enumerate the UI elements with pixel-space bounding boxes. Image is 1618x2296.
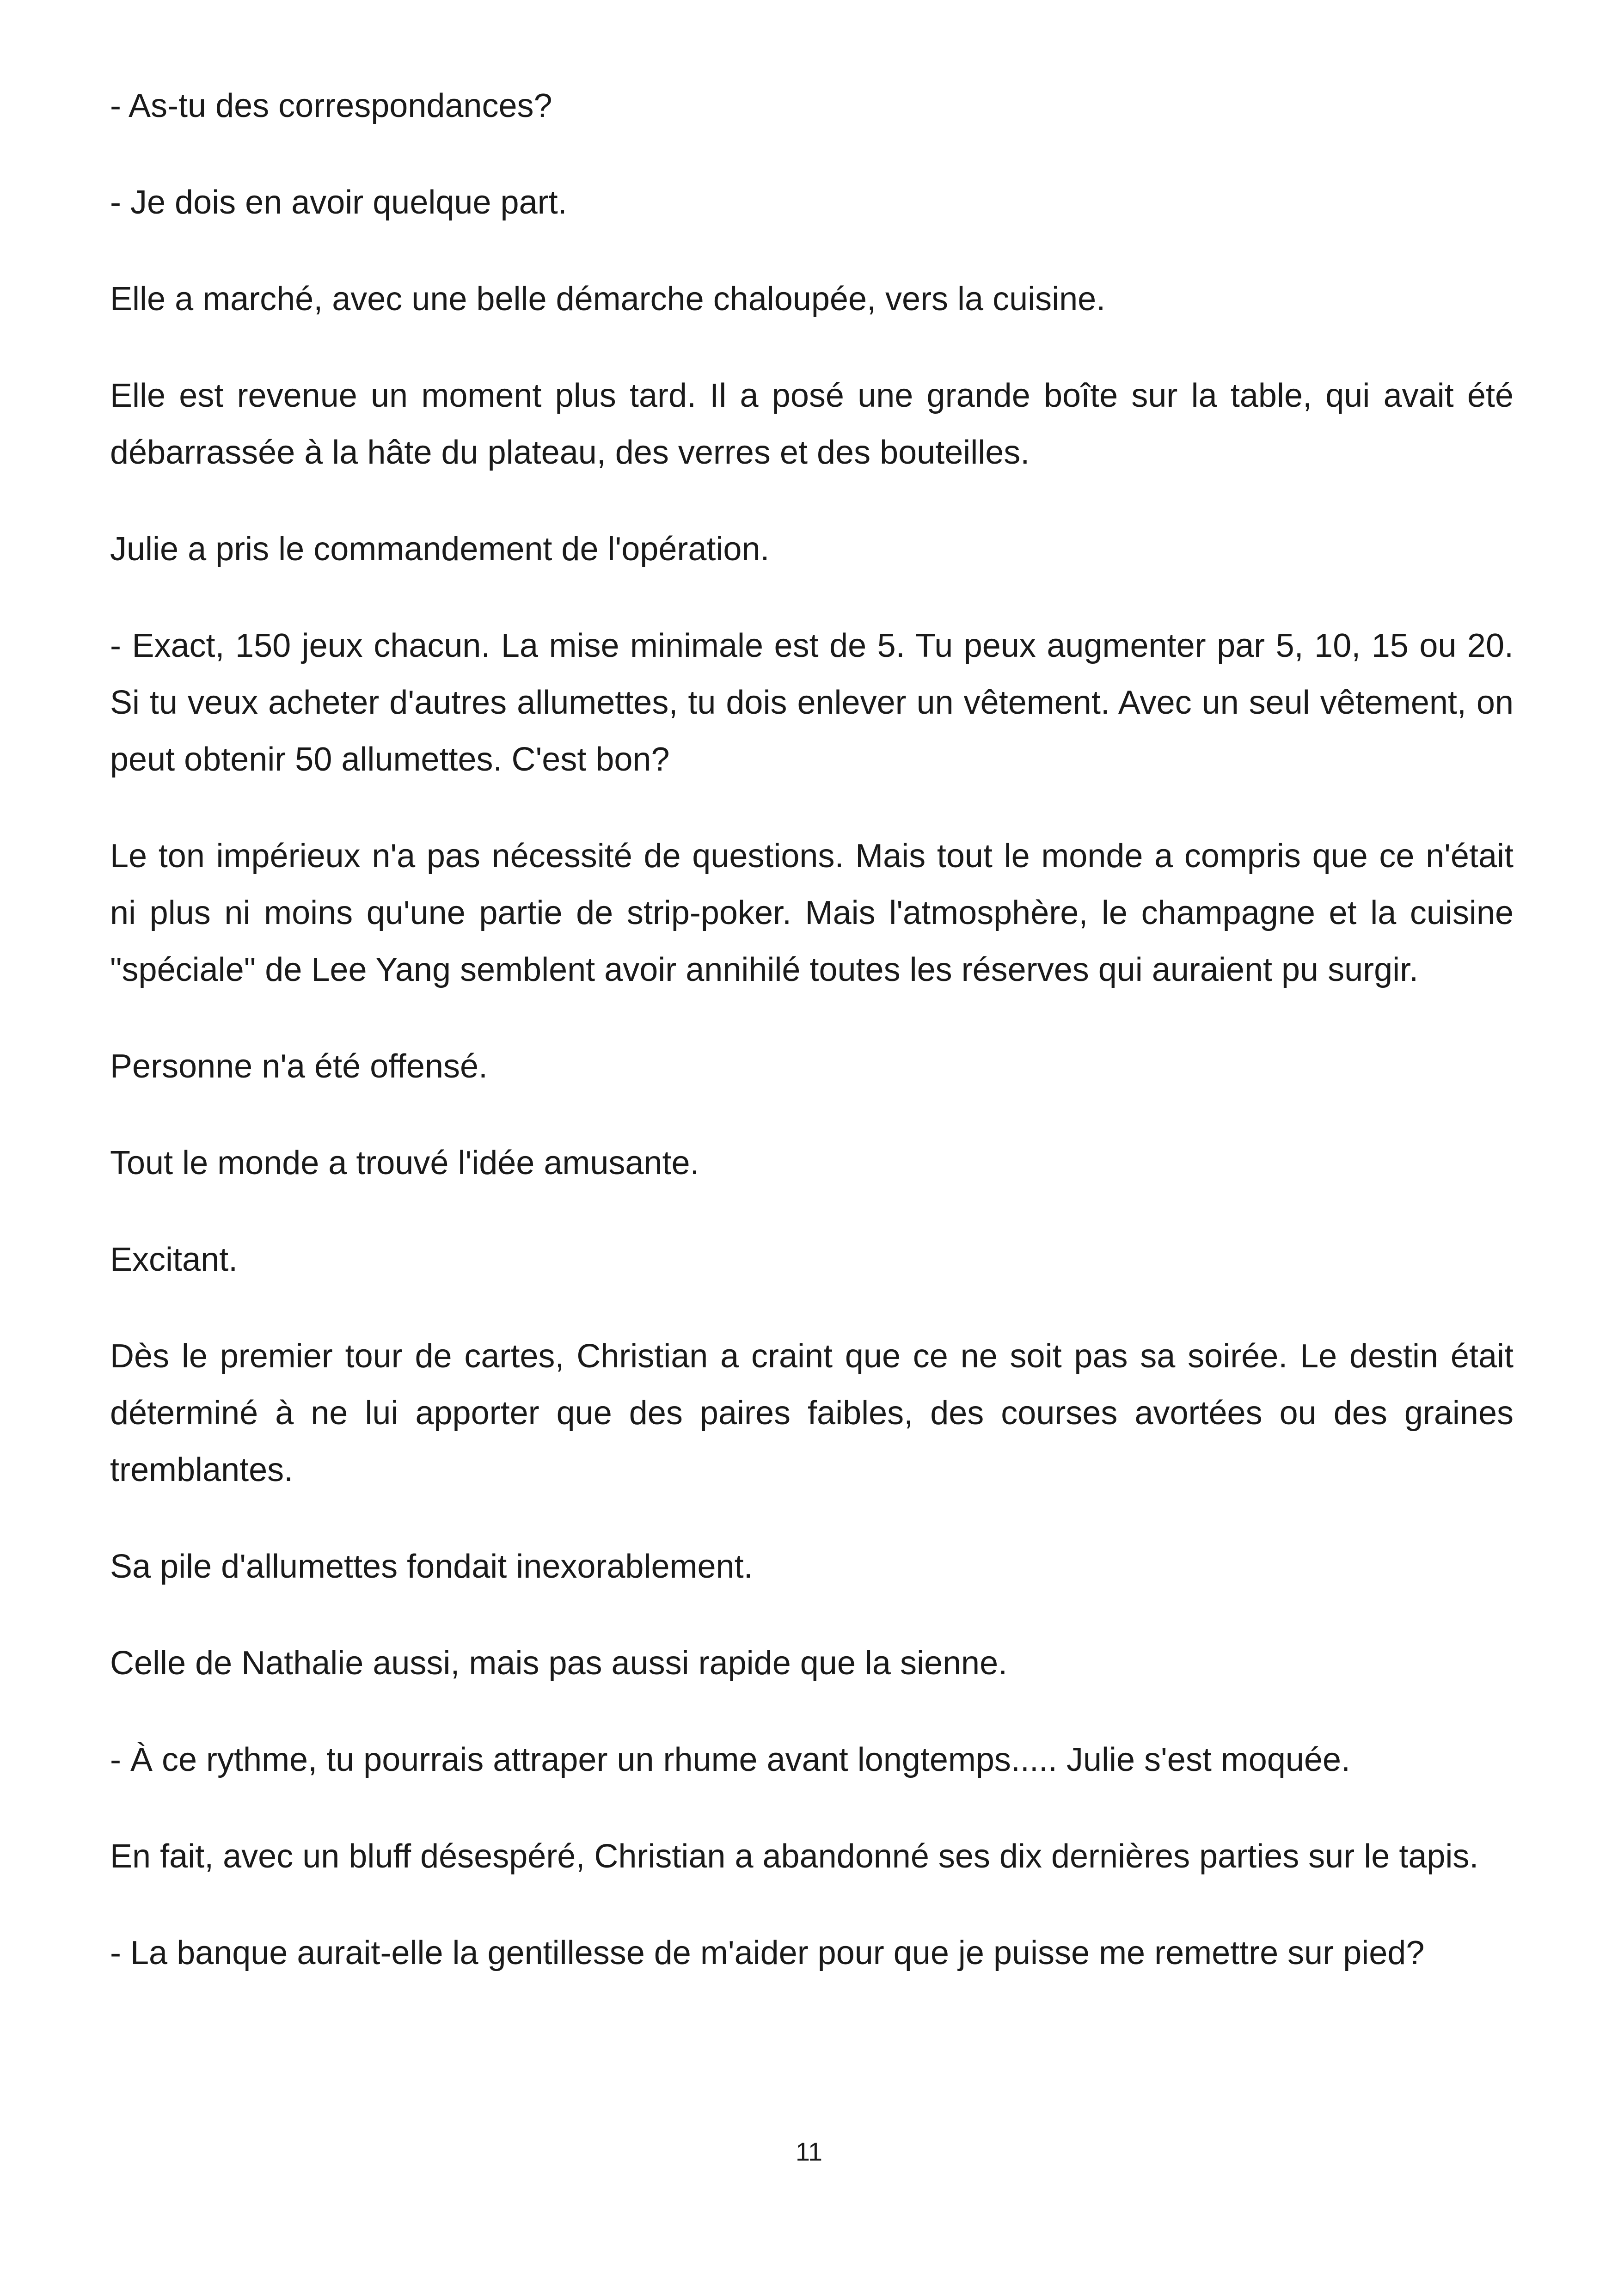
paragraph: En fait, avec un bluff désespéré, Christian a abandonné ses dix dernières parties sur le tapis. xyxy=(110,1838,1479,1875)
page-number: 11 xyxy=(795,2137,823,2166)
paragraph: - À ce rythme, tu pourrais attraper un rhume avant longtemps..... Julie s'est moquée. xyxy=(110,1741,1351,1778)
paragraph: - La banque aurait-elle la gentillesse de m'aider pour que je puisse me remettre sur pied? xyxy=(110,1935,1425,1971)
paragraph: Dès le premier tour de cartes, Christian a craint que ce ne soit pas sa soirée. Le destin était déterminé à ne lui apporter que des paires faibles, des courses avortées ou des graines tremblantes. xyxy=(110,1338,1514,1488)
paragraph: - Je dois en avoir quelque part. xyxy=(110,184,567,221)
page-body xyxy=(110,78,1514,2021)
paragraph: - Exact, 150 jeux chacun. La mise minimale est de 5. Tu peux augmenter par 5, 10, 15 ou 20. Si tu veux acheter d'autres allumettes, tu dois enlever un vêtement. Avec un seul vêtement, on peut obtenir 50 allumettes. C'est bon? xyxy=(110,627,1514,778)
paragraph: Elle a marché, avec une belle démarche chaloupée, vers la cuisine. xyxy=(110,281,1106,318)
paragraph: Celle de Nathalie aussi, mais pas aussi rapide que la sienne. xyxy=(110,1645,1008,1682)
paragraph: Elle est revenue un moment plus tard. Il a posé une grande boîte sur la table, qui avait été débarrassée à la hâte du plateau, des verres et des bouteilles. xyxy=(110,377,1514,471)
paragraph: Excitant. xyxy=(110,1241,238,1278)
paragraph: Le ton impérieux n'a pas nécessité de questions. Mais tout le monde a compris que ce n'était ni plus ni moins qu'une partie de strip-poker. Mais l'atmosphère, le champagne et la cuisine "spéciale" de Lee Yang semblent avoir annihilé toutes les réserves qui auraient pu surgir. xyxy=(110,838,1514,988)
paragraph: Tout le monde a trouvé l'idée amusante. xyxy=(110,1145,699,1182)
paragraph: Personne n'a été offensé. xyxy=(110,1048,488,1085)
paragraph: Julie a pris le commandement de l'opération. xyxy=(110,531,770,568)
paragraph: Sa pile d'allumettes fondait inexorablement. xyxy=(110,1548,753,1585)
paragraph: - As-tu des correspondances? xyxy=(110,87,552,124)
